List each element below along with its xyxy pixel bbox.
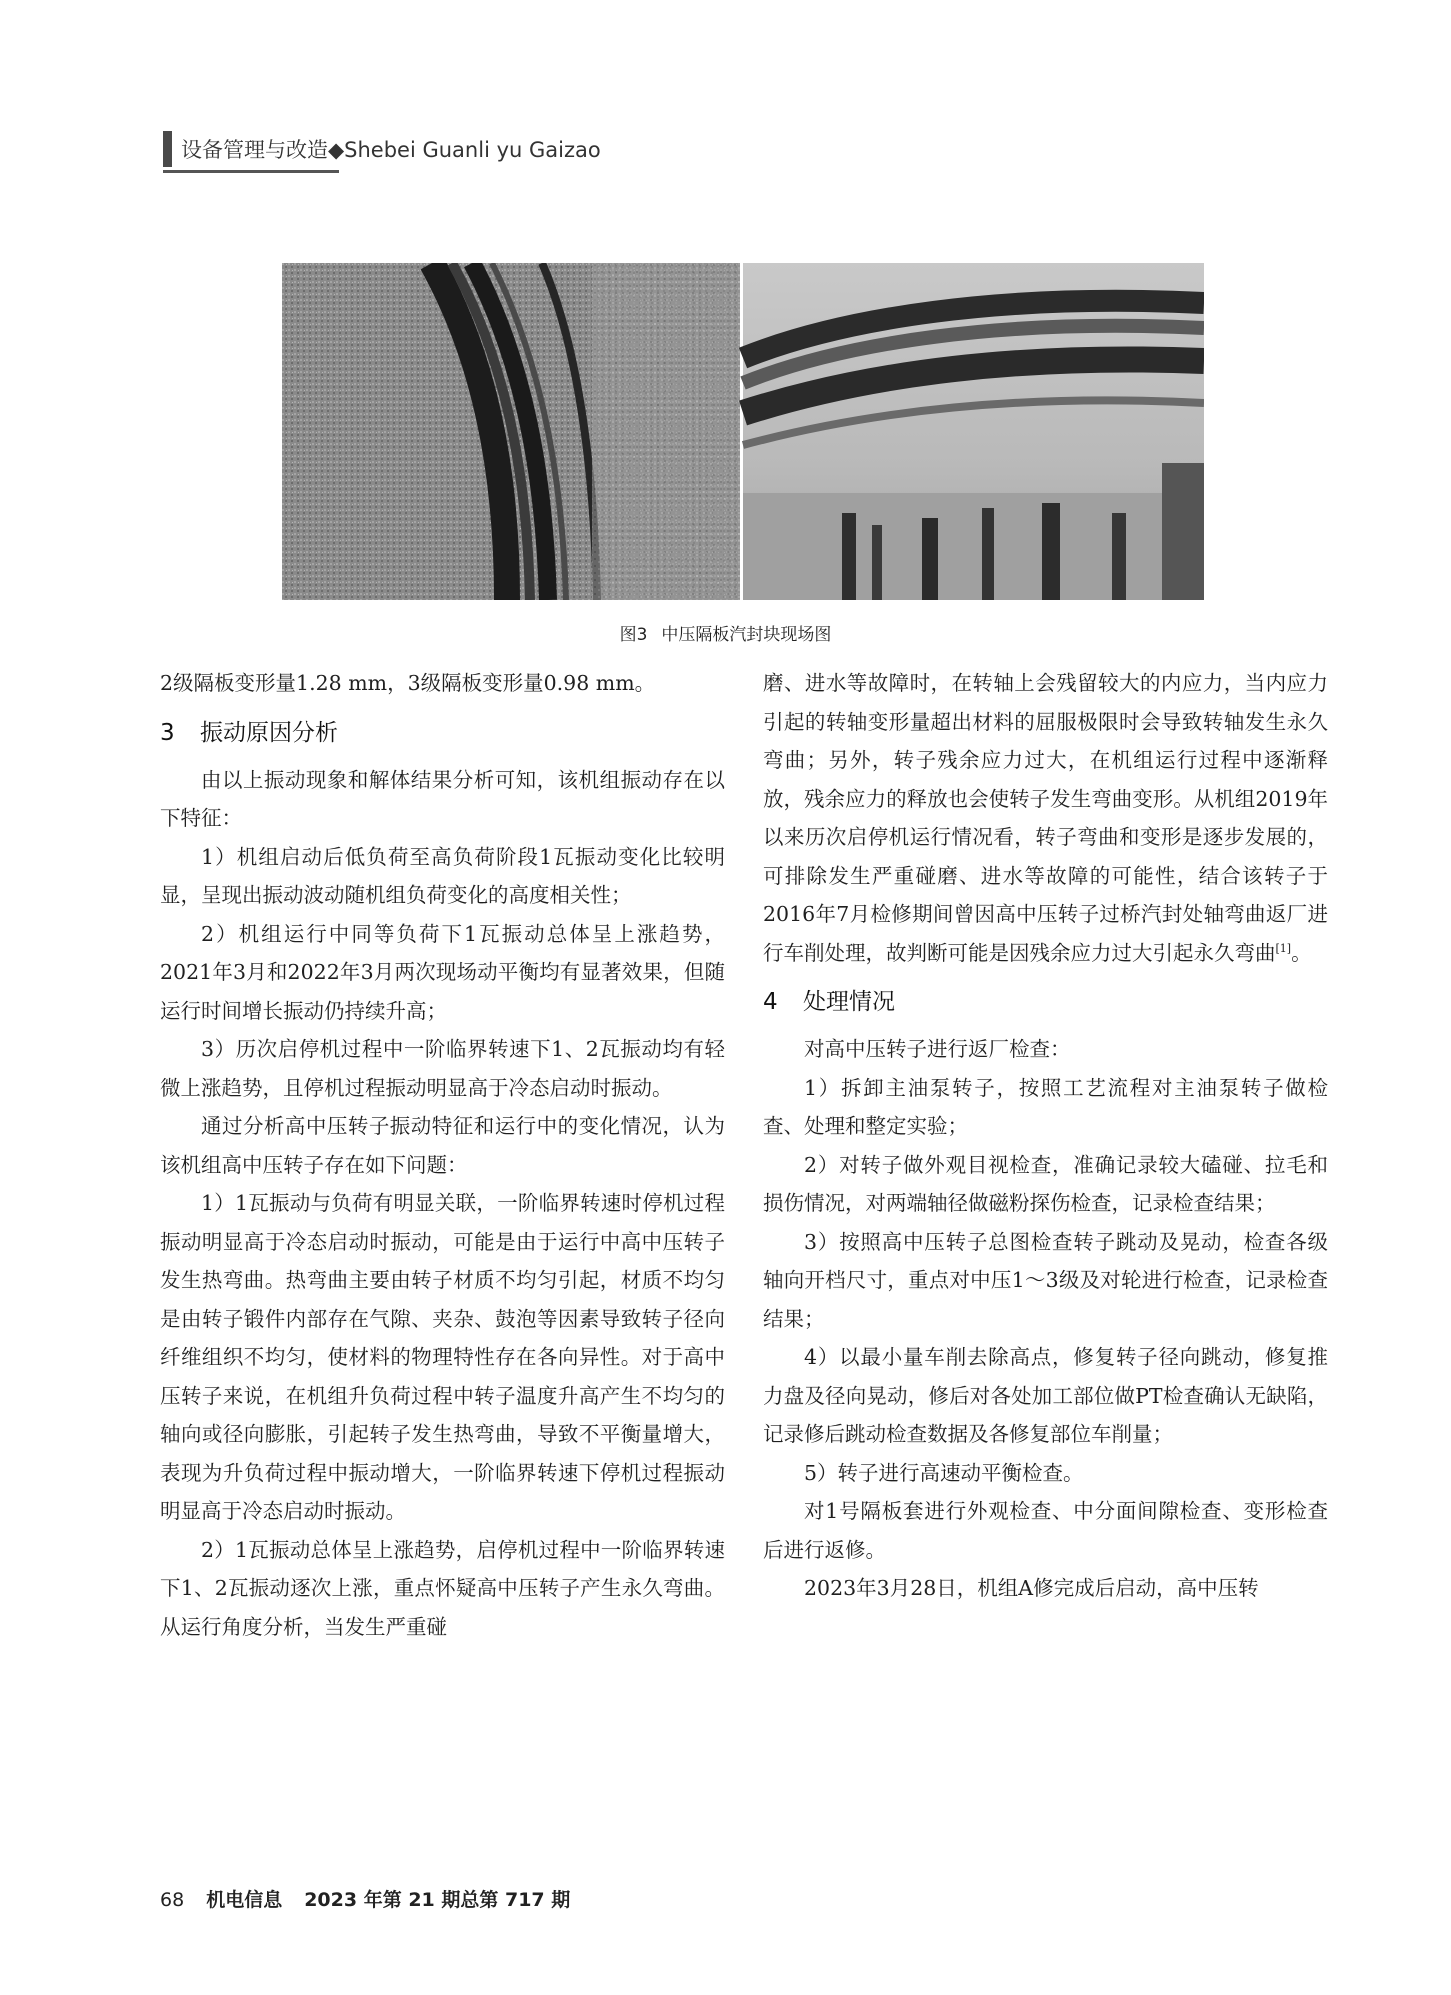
paragraph: 3）历次启停机过程中一阶临界转速下1、2瓦振动均有轻微上涨趋势，且停机过程振动明显高于冷态启动时振动。: [160, 1037, 725, 1100]
paragraph: 4）以最小量车削去除高点，修复转子径向跳动，修复推力盘及径向晃动，修后对各处加工部位做PT检查确认无缺陷，记录修后跳动检查数据及各修复部位车削量；: [763, 1345, 1328, 1446]
paragraph: 1）拆卸主油泵转子，按照工艺流程对主油泵转子做检查、处理和整定实验；: [763, 1075, 1328, 1138]
paragraph-end: 。: [1291, 940, 1312, 965]
journal-name: 机电信息: [206, 1889, 283, 1911]
header-text: 设备管理与改造◆Shebei Guanli yu Gaizao: [181, 138, 601, 162]
paragraph: 3）按照高中压转子总图检查转子跳动及晃动，检查各级轴向开档尺寸，重点对中压1～3级及对轮进行检查，记录检查结果；: [763, 1229, 1328, 1331]
right-column: [763, 664, 1328, 1608]
reference-marker: [1]: [1275, 941, 1292, 955]
page-number: 68: [160, 1889, 185, 1911]
paragraph: 1）机组启动后低负荷至高负荷阶段1瓦振动变化比较明显，呈现出振动波动随机组负荷变化的高度相关性；: [160, 844, 725, 907]
paragraph: 对1号隔板套进行外观检查、中分面间隙检查、变形检查后进行返修。: [763, 1499, 1328, 1562]
figure-caption: [0, 620, 1451, 645]
section-number: 4: [763, 989, 778, 1015]
issue-info: 2023 年第 21 期总第 717 期: [304, 1889, 571, 1911]
header-bar: [163, 131, 172, 167]
section-title: 处理情况: [803, 989, 895, 1015]
paragraph: 2级隔板变形量1.28 mm，3级隔板变形量0.98 mm。: [160, 671, 656, 695]
page-footer: [160, 1885, 570, 1912]
header-rule: [163, 170, 339, 173]
paragraph: 1）1瓦振动与负荷有明显关联，一阶临界转速时停机过程振动明显高于冷态启动时振动，可能是由于运行中高中压转子发生热弯曲。热弯曲主要由转子材质不均匀引起，材质不均匀是由转子锻件内部存在气隙、夹杂、鼓泡等因素导致转子径向纤维组织不均匀，使材料的物理特性存在各向异性。对于高中压转子来说，在机组升负荷过程中转子温度升高产生不均匀的轴向或径向膨胀，引起转子发生热弯曲，导致不平衡量增大，表现为升负荷过程中振动增大，一阶临界转速下停机过程振动明显高于冷态启动时振动。: [160, 1191, 725, 1523]
paragraph: 通过分析高中压转子振动特征和运行中的变化情况，认为该机组高中压转子存在如下问题：: [160, 1114, 725, 1177]
paragraph: [763, 664, 1328, 972]
paragraph: 2）1瓦振动总体呈上涨趋势，启停机过程中一阶临界转速下1、2瓦振动逐次上涨，重点怀疑高中压转子产生永久弯曲。从运行角度分析，当发生严重碰: [160, 1537, 725, 1639]
paragraph: 2）机组运行中同等负荷下1瓦振动总体呈上涨趋势，2021年3月和2022年3月两次现场动平衡均有显著效果，但随运行时间增长振动仍持续升高；: [160, 921, 725, 1023]
paragraph: 2）对转子做外观目视检查，准确记录较大磕碰、拉毛和损伤情况，对两端轴径做磁粉探伤检查，记录检查结果；: [763, 1152, 1328, 1215]
left-column: [160, 664, 725, 1646]
figure-caption-text: 中压隔板汽封块现场图: [661, 625, 832, 645]
paragraph: 由以上振动现象和解体结果分析可知，该机组振动存在以下特征：: [160, 767, 725, 830]
running-header: [163, 128, 601, 170]
section-heading-4: [763, 982, 1328, 1022]
section-number: 3: [160, 719, 175, 746]
section-title: 振动原因分析: [200, 719, 338, 746]
paragraph: 对高中压转子进行返厂检查：: [804, 1037, 1071, 1061]
paragraph-text: 磨、进水等故障时，在转轴上会残留较大的内应力，当内应力引起的转轴变形量超出材料的屈服极限时会导致转轴发生永久弯曲；另外，转子残余应力过大，在机组运行过程中逐渐释放，残余应力的释放也会使转子发生弯曲变形。从机组2019年以来历次启停机运行情况看，转子弯曲和变形是逐步发展的，可排除发生严重碰磨、进水等故障的可能性，结合该转子于2016年7月检修期间曾因高中压转子过桥汽封处轴弯曲返厂进行车削处理，故判断可能是因残余应力过大引起永久弯曲: [763, 671, 1328, 965]
paragraph: 2023年3月28日，机组A修完成后启动，高中压转: [804, 1576, 1259, 1600]
figure-photo: [282, 263, 1204, 600]
paragraph: 5）转子进行高速动平衡检查。: [804, 1460, 1084, 1485]
seal-photo-illustration: [282, 263, 1204, 600]
section-heading-3: [160, 713, 725, 753]
figure-number: 图3: [619, 625, 648, 645]
